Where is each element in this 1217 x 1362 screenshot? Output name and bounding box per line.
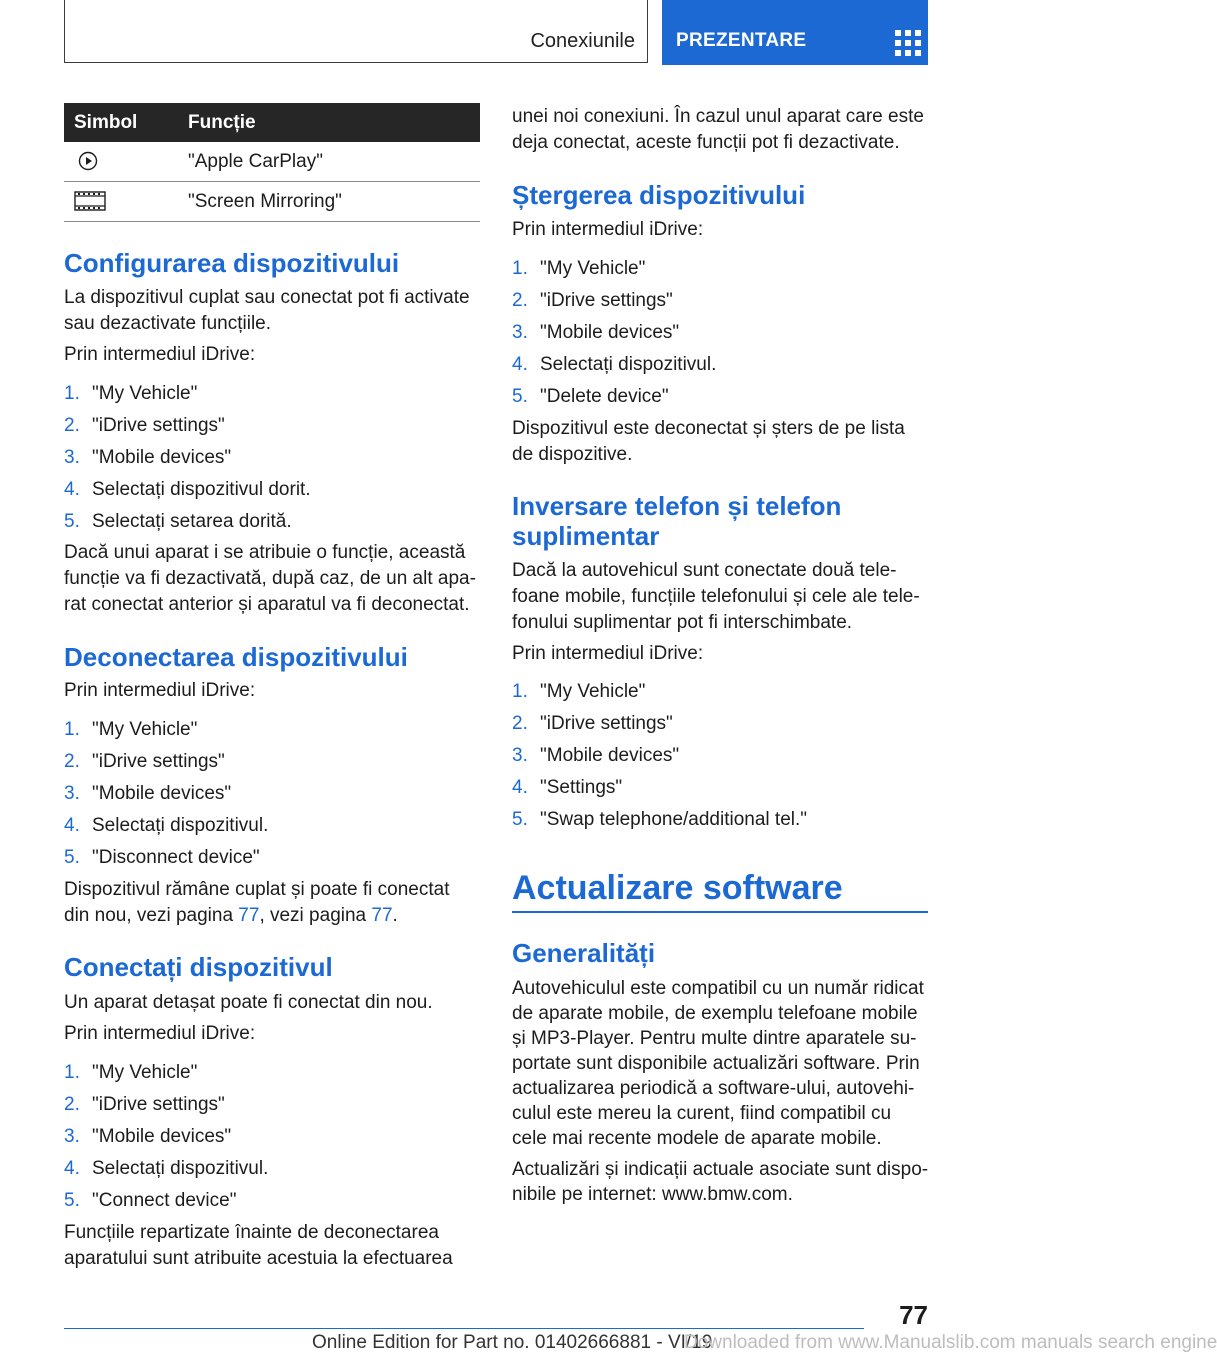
paragraph: și MP3-Player. Pentru multe dintre aparatele su‐ [512, 1028, 917, 1049]
list-item: 5. "Disconnect device" [64, 847, 260, 868]
header-tab-label: PREZENTARE [676, 30, 807, 51]
footer-rule [64, 1328, 864, 1329]
table-cell-function: "Apple CarPlay" [188, 142, 480, 182]
heading-delete: Ștergerea dispozitivului [512, 180, 806, 210]
paragraph: foane mobile, funcțiile telefonului și cele ale tele‐ [512, 586, 920, 607]
list-item: 5. "Connect device" [64, 1190, 237, 1211]
page-number: 77 [899, 1300, 928, 1330]
list-item: 4. Selectați dispozitivul. [64, 815, 269, 836]
paragraph: culul este mereu la curent, fiind compatibil cu [512, 1103, 892, 1124]
list-item: 1. "My Vehicle" [64, 1062, 198, 1083]
list-item: 1. "My Vehicle" [512, 681, 646, 702]
table-row [64, 142, 480, 182]
paragraph: deja conectat, aceste funcții pot fi dezactivate. [512, 132, 900, 153]
paragraph: Prin intermediul iDrive: [64, 1023, 256, 1044]
list-item: 3. "Mobile devices" [512, 322, 680, 343]
paragraph: cele mai recente modele de aparate mobile. [512, 1128, 882, 1149]
paragraph: La dispozitivul cuplat sau conectat pot fi activate [64, 287, 470, 308]
paragraph: nibile pe internet: www.bmw.com. [512, 1184, 793, 1205]
watermark: Downloaded from www.Manualslib.com manuals search engine [684, 1332, 1217, 1353]
heading-connect: Conectați dispozitivul [64, 952, 333, 982]
list-item: 5. Selectați setarea dorită. [64, 511, 292, 532]
chapter-title: Actualizare software [512, 869, 843, 907]
paragraph: rat conectat anterior și aparatul va fi deconectat. [64, 594, 470, 615]
heading-config: Configurarea dispozitivului [64, 248, 400, 278]
table-header-symbol: Simbol [64, 103, 188, 142]
paragraph: aparatului sunt atribuite acestuia la efectuarea [64, 1248, 453, 1269]
grid-menu-icon[interactable] [895, 30, 921, 56]
list-item: 1. "My Vehicle" [64, 719, 198, 740]
paragraph: sau dezactivate funcțiile. [64, 313, 272, 334]
list-item: 5. "Delete device" [512, 386, 669, 407]
paragraph: Actualizări și indicații actuale asociate sunt dispo‐ [512, 1159, 929, 1180]
list-item: 2. "iDrive settings" [512, 290, 673, 311]
footer-edition: Online Edition for Part no. 01402666881 - VI/19 [312, 1332, 713, 1353]
page-link[interactable]: 77 [371, 905, 393, 926]
list-item: 3. "Mobile devices" [64, 1126, 232, 1147]
paragraph: Dispozitivul rămâne cuplat și poate fi conectat [64, 879, 450, 900]
list-item: 4. Selectați dispozitivul dorit. [64, 479, 311, 500]
film-strip-icon [74, 191, 106, 211]
list-item: 2. "iDrive settings" [512, 713, 673, 734]
heading-swap-line2: suplimentar [512, 521, 660, 551]
paragraph: de dispozitive. [512, 444, 633, 465]
heading-swap: Inversare telefon și telefon [512, 491, 842, 521]
symbol-table [64, 103, 480, 222]
chapter-title-rule [512, 911, 928, 913]
paragraph: unei noi conexiuni. În cazul unul aparat care este [512, 106, 924, 127]
list-item: 5. "Swap telephone/additional tel." [512, 809, 808, 830]
paragraph: Prin intermediul iDrive: [512, 643, 704, 664]
paragraph: Dacă unui aparat i se atribuie o funcție, această [64, 542, 466, 563]
header-section-box [64, 0, 648, 63]
table-row [64, 182, 480, 222]
list-item: 4. "Settings" [512, 777, 623, 798]
paragraph: actualizarea periodică a software-ului, autovehi‐ [512, 1078, 915, 1099]
paragraph: funcție va fi dezactivată, după caz, de un alt apa‐ [64, 568, 476, 589]
paragraph: portate sunt disponibile actualizări software. Prin [512, 1053, 920, 1074]
paragraph: Prin intermediul iDrive: [64, 344, 256, 365]
list-item: 3. "Mobile devices" [64, 783, 232, 804]
paragraph: Autovehiculul este compatibil cu un număr ridicat [512, 978, 924, 999]
table-header-function: Funcție [188, 103, 480, 142]
paragraph: Dispozitivul este deconectat și șters de pe lista [512, 418, 905, 439]
list-item: 3. "Mobile devices" [512, 745, 680, 766]
list-item: 4. Selectați dispozitivul. [64, 1158, 269, 1179]
page-header [64, 0, 928, 65]
header-section-title: Conexiunile [530, 30, 635, 52]
header-tab[interactable] [662, 0, 928, 65]
paragraph: Funcțiile repartizate înainte de deconectarea [64, 1222, 439, 1243]
page-link[interactable]: 77 [238, 905, 260, 926]
list-item: 4. Selectați dispozitivul. [512, 354, 717, 375]
heading-general: Generalități [512, 938, 656, 968]
paragraph: Un aparat detașat poate fi conectat din nou. [64, 992, 433, 1013]
list-item: 2. "iDrive settings" [64, 1094, 225, 1115]
paragraph: Dacă la autovehicul sunt conectate două tele‐ [512, 560, 897, 581]
heading-disconnect: Deconectarea dispozitivului [64, 642, 408, 672]
play-circle-icon [78, 151, 98, 171]
paragraph: Prin intermediul iDrive: [64, 680, 256, 701]
list-item: 2. "iDrive settings" [64, 415, 225, 436]
list-item: 3. "Mobile devices" [64, 447, 232, 468]
table-header-row [64, 103, 480, 142]
table-cell-function: "Screen Mirroring" [188, 182, 480, 222]
paragraph: din nou, vezi pagina 77, vezi pagina 77. [64, 905, 398, 926]
paragraph: de aparate mobile, de exemplu telefoane mobile [512, 1003, 918, 1024]
paragraph: fonului suplimentar pot fi interschimbate. [512, 612, 853, 633]
list-item: 1. "My Vehicle" [64, 383, 198, 404]
list-item: 1. "My Vehicle" [512, 258, 646, 279]
paragraph: Prin intermediul iDrive: [512, 219, 704, 240]
list-item: 2. "iDrive settings" [64, 751, 225, 772]
